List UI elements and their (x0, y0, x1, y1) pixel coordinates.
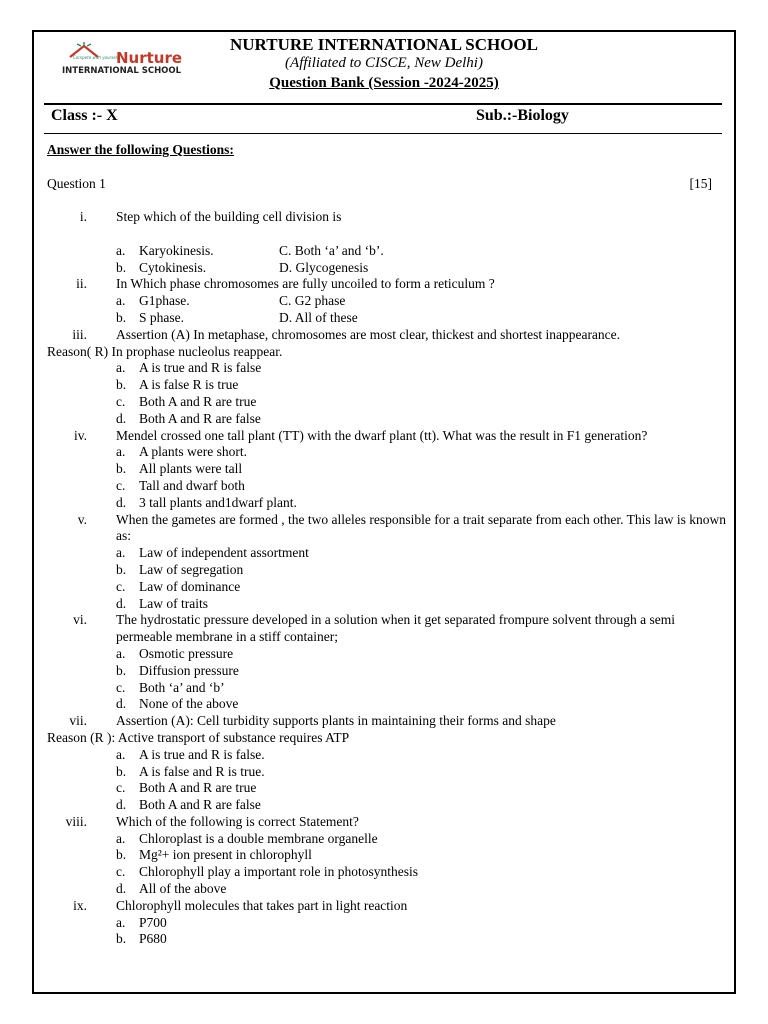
option-text: S phase. (139, 309, 184, 325)
instruction-heading: Answer the following Questions: (47, 142, 234, 157)
question-text: Assertion (A) In metaphase, chromosomes are most clear, thickest and shortest inappearance. (116, 326, 621, 342)
option-list (116, 545, 727, 612)
question-number: vi. (73, 612, 87, 628)
option-text: A is false and R is true. (139, 763, 265, 779)
question-text: Chlorophyll molecules that takes part in light reaction (116, 897, 408, 913)
option-list (116, 646, 727, 713)
option-item (116, 680, 727, 697)
question-number: v. (77, 511, 87, 527)
option-text: A is true and R is false (139, 360, 262, 376)
option-letter: d. (116, 410, 127, 426)
option-text: 3 tall plants and1dwarf plant. (139, 494, 297, 510)
class-label: Class :- X (51, 107, 118, 124)
question-item (47, 814, 727, 898)
option-item (116, 293, 727, 310)
option-text: Law of segregation (139, 561, 244, 577)
option-text: Law of dominance (139, 578, 241, 594)
option-text: Mg²+ ion present in chlorophyll (139, 847, 312, 863)
option-letter: d. (116, 881, 127, 897)
document-title: Question Bank (Session -2024-2025) (269, 75, 499, 91)
option-text: All of the above (139, 881, 227, 897)
option-item (116, 394, 727, 411)
option-letter: c. (116, 864, 126, 880)
option-text: Law of traits (139, 595, 208, 611)
option-text: Both A and R are true (139, 393, 257, 409)
option-text: Chloroplast is a double membrane organelle (139, 830, 378, 846)
option-letter: a. (116, 545, 126, 561)
option-item (116, 780, 727, 797)
option-item (116, 478, 727, 495)
option-letter: a. (116, 830, 126, 846)
question-text: When the gametes are formed , the two alleles responsible for a trait separate from each other. This law is known as: (116, 511, 727, 544)
option-text: Karyokinesis. (139, 242, 214, 258)
logo-brand-text: Nurture (116, 49, 182, 67)
option-text: Law of independent assortment (139, 545, 309, 561)
option-text: Both A and R are false (139, 797, 261, 813)
option-letter: b. (116, 259, 127, 275)
option-text-secondary: C. G2 phase (279, 293, 346, 309)
option-item (116, 461, 727, 478)
option-letter: d. (116, 494, 127, 510)
question-list (47, 209, 727, 948)
option-letter: a. (116, 242, 126, 258)
option-letter: b. (116, 377, 127, 393)
option-letter: d. (116, 696, 127, 712)
option-list (116, 243, 727, 277)
option-item (116, 545, 727, 562)
option-item (116, 444, 727, 461)
option-text: A is false R is true (139, 377, 239, 393)
option-text: Both A and R are true (139, 780, 257, 796)
option-list (116, 293, 727, 327)
question-item (47, 209, 727, 276)
option-letter: a. (116, 645, 126, 661)
question-number: iv. (74, 427, 87, 443)
option-list (116, 915, 727, 949)
option-item (116, 411, 727, 428)
question-item (47, 428, 727, 512)
option-item (116, 797, 727, 814)
option-text: Both ‘a’ and ‘b’ (139, 679, 225, 695)
option-item (116, 377, 727, 394)
option-letter: a. (116, 914, 126, 930)
option-item (116, 596, 727, 613)
option-item (116, 864, 727, 881)
option-letter: c. (116, 578, 126, 594)
option-item (116, 847, 727, 864)
option-letter: a. (116, 360, 126, 376)
school-name: NURTURE INTERNATIONAL SCHOOL (230, 35, 538, 54)
question-number: ix. (73, 897, 87, 913)
question-number: iii. (72, 326, 87, 342)
option-text-secondary: D. All of these (279, 309, 358, 325)
option-text: Tall and dwarf both (139, 477, 245, 493)
question-item (47, 512, 727, 613)
question-text: Mendel crossed one tall plant (TT) with the dwarf plant (tt). What was the result in F1 generation? (116, 427, 648, 443)
option-item (116, 260, 727, 277)
question-item (47, 276, 727, 326)
option-text: Both A and R are false (139, 410, 261, 426)
logo-leaf-icon (77, 42, 91, 46)
option-text-secondary: C. Both ‘a’ and ‘b’. (279, 242, 384, 258)
question-item (47, 898, 727, 948)
question-item (47, 327, 727, 428)
option-text-secondary: D. Glycogenesis (279, 259, 369, 275)
question-text: Assertion (A): Cell turbidity supports plants in maintaining their forms and shape (116, 713, 556, 729)
option-text: All plants were tall (139, 461, 243, 477)
reason-text: Reason( R) In prophase nucleolus reappear. (47, 343, 283, 359)
question-marks: [15] (689, 176, 712, 191)
option-item (116, 579, 727, 596)
option-list (116, 747, 727, 814)
option-item (116, 360, 727, 377)
option-item (116, 310, 727, 327)
question-number: viii. (65, 813, 87, 829)
spacer (116, 226, 727, 243)
question-item (47, 713, 727, 814)
option-item (116, 243, 727, 260)
option-letter: b. (116, 847, 127, 863)
option-item (116, 495, 727, 512)
option-letter: b. (116, 461, 127, 477)
option-text: G1phase. (139, 293, 190, 309)
option-letter: b. (116, 763, 127, 779)
question-text: In Which phase chromosomes are fully uncoiled to form a reticulum ? (116, 276, 495, 292)
option-text: Chlorophyll play a important role in photosynthesis (139, 864, 418, 880)
question-text: Which of the following is correct Statement? (116, 813, 359, 829)
option-letter: b. (116, 662, 127, 678)
question-number: i. (79, 209, 87, 224)
question-number: ii. (76, 276, 87, 292)
option-letter: c. (116, 679, 126, 695)
option-item (116, 931, 727, 948)
logo-tagline: Compete with yourself (73, 55, 119, 60)
option-letter: c. (116, 393, 126, 409)
class-divider (44, 133, 722, 134)
option-text: P680 (139, 931, 167, 947)
option-text: Diffusion pressure (139, 662, 239, 678)
affiliation: (Affiliated to CISCE, New Delhi) (285, 55, 483, 71)
option-list (116, 444, 727, 511)
option-text: A plants were short. (139, 444, 247, 460)
option-item (116, 881, 727, 898)
option-letter: c. (116, 780, 126, 796)
option-letter: a. (116, 444, 126, 460)
option-letter: b. (116, 309, 127, 325)
option-letter: a. (116, 293, 126, 309)
option-letter: d. (116, 797, 127, 813)
option-item (116, 646, 727, 663)
option-list (116, 360, 727, 427)
question-text: Step which of the building cell division is (116, 209, 342, 224)
question-number: vii. (69, 713, 87, 729)
option-list (116, 831, 727, 898)
option-text: None of the above (139, 696, 239, 712)
option-item (116, 915, 727, 932)
option-letter: a. (116, 746, 126, 762)
option-text: Cytokinesis. (139, 259, 207, 275)
option-item (116, 764, 727, 781)
option-item (116, 663, 727, 680)
question-item (47, 612, 727, 713)
option-text: P700 (139, 914, 167, 930)
option-letter: d. (116, 595, 127, 611)
option-letter: c. (116, 477, 126, 493)
logo-subtext: INTERNATIONAL SCHOOL (62, 66, 182, 76)
option-text: Osmotic pressure (139, 645, 234, 661)
question-title: Question 1 (47, 176, 106, 191)
header-divider (44, 103, 722, 105)
subject-label: Sub.:-Biology (476, 107, 569, 124)
option-letter: b. (116, 931, 127, 947)
option-letter: b. (116, 561, 127, 577)
reason-text: Reason (R ): Active transport of substance requires ATP (47, 729, 350, 745)
option-item (116, 747, 727, 764)
option-item (116, 696, 727, 713)
option-text: A is true and R is false. (139, 746, 265, 762)
option-item (116, 562, 727, 579)
option-item (116, 831, 727, 848)
question-text: The hydrostatic pressure developed in a solution when it get separated frompure solvent through a semi permeable membrane in a stiff container; (116, 612, 675, 645)
